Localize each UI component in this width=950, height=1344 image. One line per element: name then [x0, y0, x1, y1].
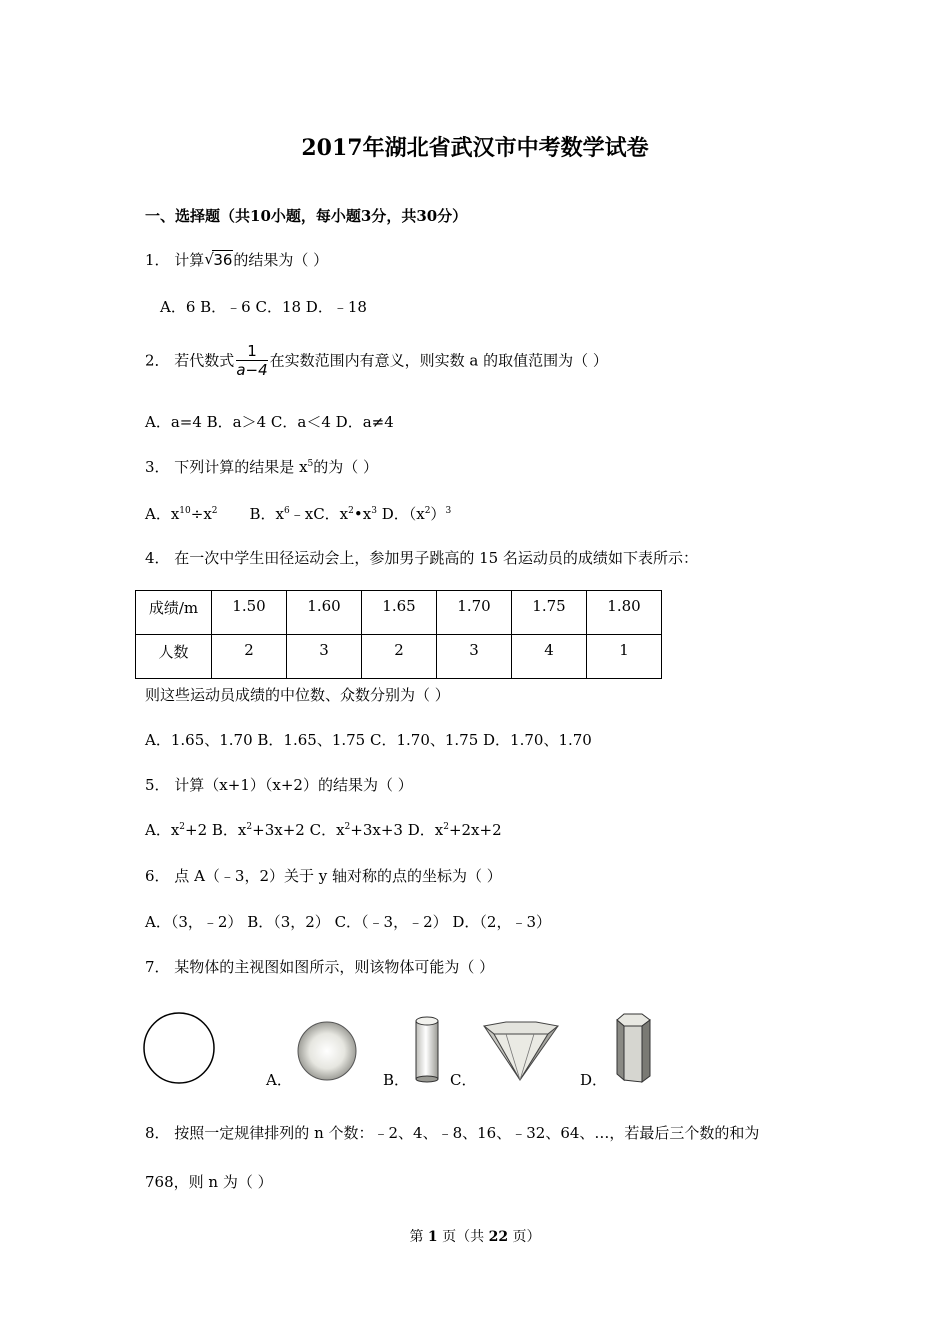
table-cell: 人数	[136, 635, 212, 679]
q5-option-d: +3x+3 D．x	[350, 821, 444, 839]
q4-options: A．1.65、1.70 B．1.65、1.75 C．1.70、1.75 D．1.70、1.70	[145, 731, 592, 749]
question-3	[145, 457, 378, 477]
exp: 6	[284, 506, 290, 516]
sqrt-expression: √ 36	[204, 250, 233, 269]
option-a-label: A．	[266, 1071, 292, 1089]
exp: 2	[211, 506, 218, 516]
sqrt-radicand: 36	[213, 251, 233, 269]
footer-prefix: 第	[409, 1229, 428, 1245]
question-2	[145, 342, 608, 379]
question-1	[145, 250, 328, 270]
table-cell: 1.60	[287, 591, 362, 635]
table-cell: 4	[512, 635, 587, 679]
table-row	[136, 635, 662, 679]
q6-options: A．（3，﹣2） B．（3，2） C．（﹣3，﹣2） D．（2，﹣3）	[145, 913, 552, 931]
q4-followup: 则这些运动员成绩的中位数、众数分别为（ ）	[145, 686, 450, 704]
exp: 2	[246, 822, 253, 832]
table-cell: 1.80	[587, 591, 662, 635]
q3-suffix: 的为（ ）	[313, 458, 379, 476]
table-cell: 1.50	[212, 591, 287, 635]
q5-option-d-end: +2x+2	[448, 821, 502, 839]
page-footer	[0, 1226, 950, 1246]
q3-option-d-end: ）	[430, 505, 446, 523]
table-cell: 3	[437, 635, 512, 679]
table-cell: 2	[362, 635, 437, 679]
option-b-label: B．	[383, 1071, 410, 1089]
fraction-denominator: a−4	[236, 361, 268, 379]
q1-suffix: 的结果为（ ）	[233, 251, 329, 269]
q5-option-a: A．x	[145, 821, 180, 839]
table-cell: 2	[212, 635, 287, 679]
q5-option-c: +3x+2 C．x	[252, 821, 345, 839]
q3-option-c-mid: •x	[353, 505, 372, 523]
option-c-label: C．	[450, 1071, 477, 1089]
q2-options: A．a=4 B．a＞4 C．a＜4 D．a≠4	[145, 413, 394, 431]
q5-option-b: +2 B．x	[185, 821, 247, 839]
table-cell: 成绩/m	[136, 591, 212, 635]
cylinder-icon	[410, 1013, 444, 1085]
fraction-numerator: 1	[236, 342, 267, 361]
q5-options	[145, 820, 502, 840]
exp: 10	[179, 506, 191, 516]
footer-middle: 页（共	[437, 1229, 489, 1245]
table-cell: 1.75	[512, 591, 587, 635]
question-5: 5． 计算（x+1）（x+2）的结果为（ ）	[145, 776, 413, 794]
table-cell: 1	[587, 635, 662, 679]
q3-exponent: 5	[307, 459, 314, 469]
q1-options: A．6 B．﹣6 C．18 D．﹣18	[160, 298, 367, 316]
q3-options	[145, 504, 451, 524]
exp: 2	[179, 822, 186, 832]
q2-suffix: 在实数范围内有意义，则实数 a 的取值范围为（ ）	[269, 351, 608, 370]
inverted-pyramid-icon	[476, 1018, 566, 1084]
sphere-icon	[294, 1018, 360, 1084]
question-7: 7． 某物体的主视图如图所示，则该物体可能为（ ）	[145, 958, 495, 976]
fraction-expression	[236, 342, 267, 379]
q3-option-b: B．x	[249, 505, 284, 523]
table-cell: 1.70	[437, 591, 512, 635]
exp: 3	[371, 506, 377, 516]
q3-option-d: D．（x	[376, 505, 425, 523]
question-6: 6． 点 A（﹣3，2）关于 y 轴对称的点的坐标为（ ）	[145, 867, 502, 885]
footer-suffix: 页）	[508, 1229, 541, 1245]
q3-option-a-mid: ÷x	[190, 505, 212, 523]
question-4: 4． 在一次中学生田径运动会上，参加男子跳高的 15 名运动员的成绩如下表所示：	[145, 549, 698, 567]
q1-prefix: 1． 计算	[145, 251, 205, 269]
table-cell: 1.65	[362, 591, 437, 635]
total-pages: 22	[488, 1229, 509, 1245]
page-number: 1	[427, 1229, 438, 1245]
question-8-line-2: 768，则 n 为（ ）	[145, 1173, 273, 1191]
exp: 3	[445, 506, 452, 516]
section-heading: 一、选择题（共10小题，每小题3分，共30分）	[145, 207, 468, 225]
exp: 2	[443, 822, 449, 832]
question-8-line-1: 8． 按照一定规律排列的 n 个数：﹣2、4、﹣8、16、﹣32、64、…，若最后三个数的和为	[145, 1124, 760, 1142]
q2-prefix: 2． 若代数式	[145, 351, 235, 370]
q3-option-a: A．x	[145, 505, 180, 523]
exp: 2	[344, 822, 351, 832]
exp: 2	[424, 506, 431, 516]
table-cell: 3	[287, 635, 362, 679]
score-table	[135, 590, 662, 679]
q3-prefix: 3． 下列计算的结果是 x	[145, 458, 308, 476]
option-d-label: D．	[580, 1071, 608, 1089]
table-row	[136, 591, 662, 635]
hexagonal-prism-icon	[612, 1010, 658, 1084]
page-title: 2017年湖北省武汉市中考数学试卷	[301, 135, 649, 161]
exp: 2	[348, 506, 354, 516]
q3-option-b-mid: ﹣xC．x	[289, 505, 349, 523]
front-view-circle-icon	[140, 1008, 220, 1088]
